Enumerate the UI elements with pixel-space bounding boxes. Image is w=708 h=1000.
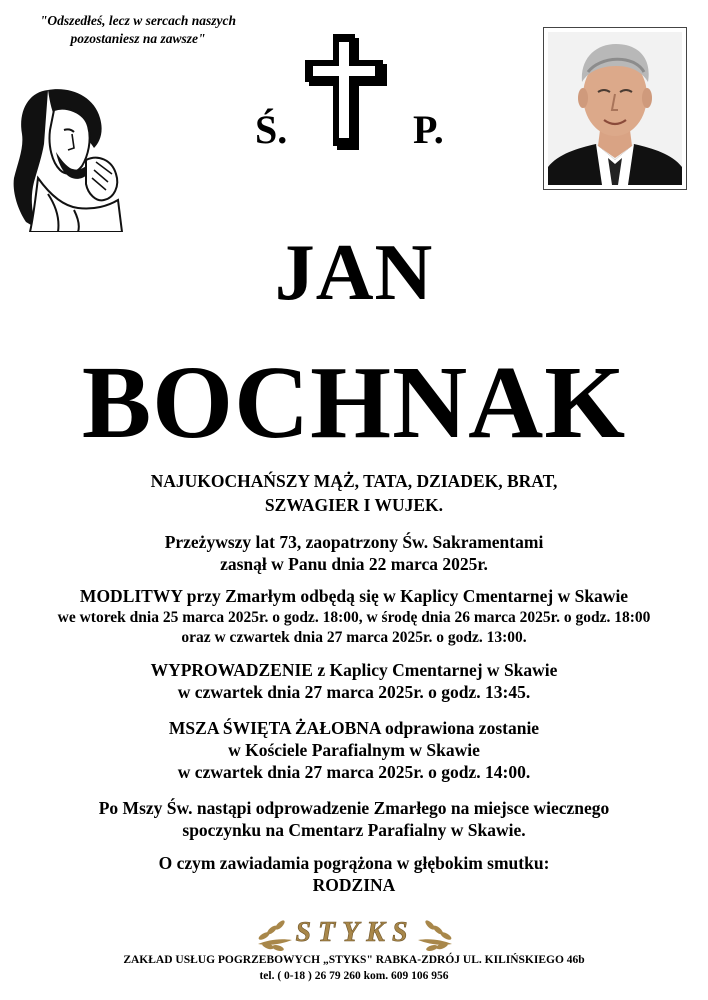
lived-line-1: Przeżywszy lat 73, zaopatrzony Św. Sakramentami bbox=[164, 532, 544, 552]
company-address: ZAKŁAD USŁUG POGRZEBOWYCH „STYKS" RABKA-ZDRÓJ UL. KILIŃSKIEGO 46b bbox=[123, 954, 585, 966]
quote-line-1: "Odszedłeś, lecz w sercach naszych bbox=[39, 13, 237, 28]
burial-line-2: spoczynku na Cmentarz Parafialny w Skawie. bbox=[182, 820, 526, 840]
procession-line-2: w czwartek dnia 27 marca 2025r. o godz. 13:45. bbox=[177, 682, 531, 702]
styks-logo-text: STYKS bbox=[295, 917, 415, 948]
family-signature: RODZINA bbox=[312, 875, 396, 895]
relation-line-1: NAJUKOCHAŃSZY MĄŻ, TATA, DZIADEK, BRAT, bbox=[150, 471, 558, 491]
prayers-line-2: we wtorek dnia 25 marca 2025r. o godz. 18:00, w środę dnia 26 marca 2025r. o godz. 18:00 bbox=[57, 609, 651, 626]
praying-jesus-icon bbox=[8, 82, 126, 232]
relation-line-2: SZWAGIER I WUJEK. bbox=[264, 495, 444, 515]
memorial-quote bbox=[18, 12, 258, 48]
portrait-photo bbox=[543, 27, 687, 190]
prayers-line-1: MODLITWY przy Zmarłym odbędą się w Kaplicy Cmentarnej w Skawie bbox=[79, 586, 629, 606]
sp-right: P. bbox=[413, 107, 444, 152]
lived-line-2: zasnął w Panu dnia 22 marca 2025r. bbox=[220, 554, 488, 574]
prayers-line-3: oraz w czwartek dnia 27 marca 2025r. o godz. 13:00. bbox=[181, 629, 527, 646]
notice-line: O czym zawiadamia pogrążona w głębokim smutku: bbox=[158, 853, 550, 873]
company-phone: tel. ( 0-18 ) 26 79 260 kom. 609 106 956 bbox=[259, 970, 449, 982]
deceased-last-name: BOCHNAK bbox=[81, 345, 627, 460]
cross-icon bbox=[303, 34, 387, 150]
deceased-first-name: JAN bbox=[274, 229, 434, 317]
mass-line-3: w czwartek dnia 27 marca 2025r. o godz. 14:00. bbox=[177, 762, 531, 782]
sp-left: Ś. bbox=[255, 107, 288, 152]
burial-line-1: Po Mszy Św. nastąpi odprowadzenie Zmarłego na miejsce wiecznego bbox=[98, 798, 610, 818]
quote-line-2: pozostaniesz na zawsze" bbox=[70, 31, 206, 46]
procession-line-1: WYPROWADZENIE z Kaplicy Cmentarnej w Skawie bbox=[150, 660, 558, 680]
styks-logo bbox=[252, 910, 458, 954]
portrait-image bbox=[548, 32, 682, 185]
mass-line-1: MSZA ŚWIĘTA ŻAŁOBNA odprawiona zostanie bbox=[168, 718, 540, 738]
mass-line-2: w Kościele Parafialnym w Skawie bbox=[228, 740, 480, 760]
